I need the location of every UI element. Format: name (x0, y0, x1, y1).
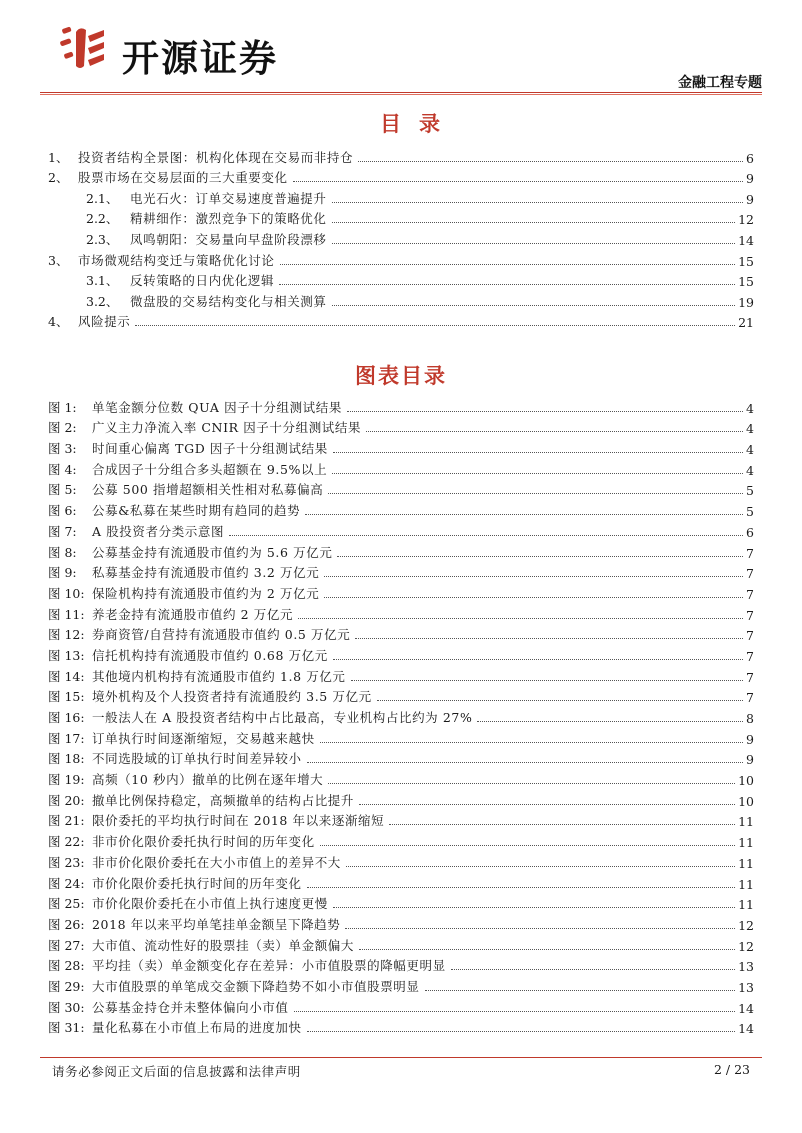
dot-leader (332, 304, 736, 306)
figure-entry-number: 图 16: (48, 710, 85, 725)
dot-leader (358, 160, 743, 162)
figure-entry-text: 市价化限价委托在小市值上执行速度更慢 (92, 896, 328, 912)
figure-entry[interactable] (48, 767, 754, 788)
toc-entry-number: 2、 (48, 170, 69, 186)
figure-entry-page: 11 (738, 814, 754, 830)
figure-entry-page: 8 (746, 711, 754, 726)
toc-entry-text: 投资者结构全景图：机构化体现在交易而非持仓 (78, 149, 354, 165)
figure-entry-number: 图 8: (48, 544, 77, 560)
toc-entry[interactable] (48, 269, 754, 290)
figure-entry[interactable] (48, 1016, 754, 1037)
toc-entry-text: 电光石火：订单交易速度普遍提升 (130, 190, 327, 206)
figure-entry-page: 7 (746, 545, 754, 561)
figure-entry-page: 11 (738, 876, 754, 892)
figure-entry-text: 市价化限价委托执行时间的历年变化 (92, 875, 302, 891)
figure-entry[interactable] (48, 643, 754, 664)
dot-leader (307, 1030, 735, 1032)
figure-entry-number: 图 31: (48, 1020, 85, 1036)
dot-leader (377, 699, 743, 701)
dot-leader (333, 451, 743, 453)
toc-entry-number: 3.2、 (86, 293, 119, 309)
dot-leader (359, 803, 735, 805)
figure-entry-text: 大市值、流动性好的股票挂（卖）单金额偏大 (92, 937, 355, 953)
toc-entry-page: 15 (738, 274, 754, 290)
figure-entry-page: 9 (746, 731, 754, 747)
figure-entry[interactable] (48, 436, 754, 457)
figure-entry[interactable] (48, 829, 754, 850)
figure-entry-page: 12 (738, 938, 754, 954)
figure-entry-page: 7 (746, 669, 754, 685)
figure-entry[interactable] (48, 747, 754, 768)
toc-entry[interactable] (48, 248, 754, 269)
figure-entry-number: 图 4: (48, 461, 77, 477)
figure-entry-number: 图 20: (48, 792, 85, 808)
figure-entry[interactable] (48, 561, 754, 582)
figure-entry-page: 9 (746, 752, 754, 768)
toc-entry[interactable] (48, 310, 754, 331)
dot-leader (451, 968, 735, 970)
figure-entry[interactable] (48, 602, 754, 623)
figure-entry[interactable] (48, 416, 754, 437)
dot-leader (320, 844, 735, 846)
figure-entry-number: 图 11: (48, 606, 85, 622)
dot-leader (337, 555, 743, 557)
toc-entry-number: 2.2、 (86, 211, 119, 227)
toc-entry[interactable] (48, 289, 754, 310)
toc-entry-text: 风险提示 (78, 314, 131, 330)
toc-title: 目录 (380, 112, 458, 136)
figure-entry[interactable] (48, 395, 754, 416)
figure-entry-page: 10 (738, 773, 754, 789)
toc-entry-number: 1、 (48, 149, 69, 165)
dot-leader (279, 283, 735, 285)
dot-leader (328, 492, 743, 494)
figure-entry-number: 图 22: (48, 834, 85, 850)
toc-entry-page: 6 (746, 150, 754, 166)
dot-leader (333, 906, 735, 908)
toc-list (48, 145, 754, 330)
figure-entry-number: 图 17: (48, 730, 85, 746)
dot-leader (355, 637, 743, 639)
figure-entry[interactable] (48, 664, 754, 685)
figure-entry-page: 7 (746, 690, 754, 706)
toc-entry-text: 凤鸣朝阳：交易量向早盘阶段漂移 (130, 231, 327, 247)
figure-entry-text: 一般法人在 A 股投资者结构中占比最高，专业机构占比约为 27% (92, 710, 473, 725)
dot-leader (305, 513, 743, 515)
figure-entry-page: 11 (738, 835, 754, 851)
figure-entry-number: 图 1: (48, 399, 77, 415)
dot-leader (359, 948, 735, 950)
figure-entry-page: 10 (738, 793, 754, 809)
figure-list (48, 395, 754, 1036)
figure-entry[interactable] (48, 933, 754, 954)
toc-entry-number: 2.1、 (86, 190, 119, 206)
toc-entry-page: 9 (746, 191, 754, 207)
toc-entry-page: 14 (738, 232, 754, 248)
dot-leader (389, 823, 735, 825)
figure-entry-text: 合成因子十分组合多头超额在 9.5%以上 (92, 461, 328, 477)
figure-entry[interactable] (48, 912, 754, 933)
figure-entry-page: 13 (738, 979, 754, 995)
figure-entry-page: 5 (746, 504, 754, 520)
toc-entry-number: 3.1、 (86, 273, 119, 289)
figure-entry[interactable] (48, 705, 754, 726)
figure-entry[interactable] (48, 850, 754, 871)
dot-leader (346, 865, 735, 867)
header-divider (40, 92, 762, 93)
figure-entry-page: 11 (738, 855, 754, 871)
dot-leader (324, 575, 743, 577)
dot-leader (328, 782, 735, 784)
dot-leader (332, 221, 736, 223)
figure-entry-text: 单笔金额分位数 QUA 因子十分组测试结果 (92, 399, 342, 415)
figure-entry-number: 图 18: (48, 751, 85, 767)
figure-entry-page: 5 (746, 483, 754, 499)
figure-entry-number: 图 30: (48, 999, 85, 1015)
dot-leader (280, 263, 736, 265)
dot-leader (332, 242, 736, 244)
toc-entry[interactable] (48, 186, 754, 207)
dot-leader (294, 1010, 736, 1012)
figure-entry-text: 时间重心偏离 TGD 因子十分组测试结果 (92, 441, 328, 457)
figure-entry-text: 养老金持有流通股市值约 2 万亿元 (92, 606, 294, 622)
toc-entry[interactable] (48, 145, 754, 166)
toc-entry-text: 市场微观结构变迁与策略优化讨论 (78, 252, 275, 268)
figure-entry-text: 大市值股票的单笔成交金额下降趋势不如小市值股票明显 (92, 978, 420, 994)
page-indicator: 2 / 23 (713, 1062, 750, 1077)
figure-entry-page: 14 (738, 1000, 754, 1016)
dot-leader (307, 886, 735, 888)
figure-entry-text: 不同选股域的订单执行时间差异较小 (92, 751, 302, 767)
dot-leader (320, 741, 743, 743)
figure-entry-text: 非市价化限价委托执行时间的历年变化 (92, 834, 315, 850)
toc-entry-text: 微盘股的交易结构变化与相关测算 (130, 293, 327, 309)
figure-entry[interactable] (48, 498, 754, 519)
toc-entry-number: 4、 (48, 314, 69, 330)
figure-entry-text: 2018 年以来平均单笔挂单金额呈下降趋势 (92, 916, 341, 932)
figure-entry-text: 广义主力净流入率 CNIR 因子十分组测试结果 (92, 420, 362, 436)
figure-entry-number: 图 28: (48, 958, 85, 974)
figure-entry[interactable] (48, 974, 754, 995)
figure-entry-number: 图 19: (48, 772, 85, 788)
dot-leader (332, 201, 744, 203)
figure-entry[interactable] (48, 809, 754, 830)
toc-entry-text: 精耕细作：激烈竞争下的策略优化 (130, 211, 327, 227)
dot-leader (324, 596, 743, 598)
figure-entry[interactable] (48, 995, 754, 1016)
toc-entry-text: 反转策略的日内优化逻辑 (130, 273, 275, 289)
toc-entry[interactable] (48, 166, 754, 187)
report-type: 金融工程专题 (678, 75, 762, 91)
figure-entry[interactable] (48, 726, 754, 747)
dot-leader (366, 430, 743, 432)
figure-entry-page: 7 (746, 566, 754, 582)
figure-entry-page: 11 (738, 897, 754, 913)
figure-entry-page: 4 (746, 421, 754, 437)
figure-entry[interactable] (48, 954, 754, 975)
figure-entry-text: 订单执行时间逐渐缩短，交易越来越快 (92, 730, 315, 746)
figure-entry-text: 平均挂（卖）单金额变化存在差异：小市值股票的降幅更明显 (92, 958, 446, 974)
figure-entry-page: 13 (738, 959, 754, 975)
figure-entry-number: 图 23: (48, 854, 85, 870)
toc-entry-text: 股票市场在交易层面的三大重要变化 (78, 170, 288, 186)
figure-entry-number: 图 29: (48, 978, 85, 994)
toc-entry-page: 15 (738, 253, 754, 269)
figure-entry-page: 7 (746, 628, 754, 644)
figure-entry-text: 私募基金持有流通股市值约 3.2 万亿元 (92, 565, 320, 581)
footer-divider (40, 1057, 762, 1058)
page-header (40, 14, 762, 94)
figure-entry-text: 撤单比例保持稳定，高频撤单的结构占比提升 (92, 792, 355, 808)
figure-entry-text: 量化私募在小市值上布局的进度加快 (92, 1020, 302, 1036)
dot-leader (345, 927, 735, 929)
toc-entry-page: 12 (738, 212, 754, 228)
figure-entry-text: 限价委托的平均执行时间在 2018 年以来逐渐缩短 (92, 813, 385, 829)
figure-entry-number: 图 7: (48, 523, 77, 539)
figure-entry-number: 图 9: (48, 565, 77, 581)
kaiyuan-logo-icon (58, 22, 108, 74)
dot-leader (333, 658, 743, 660)
figure-entry-text: 信托机构持有流通股市值约 0.68 万亿元 (92, 647, 328, 663)
figure-entry-text: 非市价化限价委托在大小市值上的差异不大 (92, 854, 341, 870)
toc-entry-page: 19 (738, 294, 754, 310)
figure-entry-page: 12 (738, 917, 754, 933)
figure-entry-number: 图 3: (48, 441, 77, 457)
figure-entry-text: 公募 500 指增超额相关性相对私募偏高 (92, 482, 324, 498)
brand-name: 开源证券 (122, 37, 278, 80)
figure-entry-text: A 股投资者分类示意图 (92, 523, 225, 539)
figure-entry-number: 图 26: (48, 916, 85, 932)
figure-entry[interactable] (48, 519, 754, 540)
figure-entry-page: 7 (746, 648, 754, 664)
dot-leader (351, 679, 744, 681)
figure-entry[interactable] (48, 478, 754, 499)
figure-entry-text: 境外机构及个人投资者持有流通股约 3.5 万亿元 (92, 689, 372, 705)
figure-entry-page: 6 (746, 524, 754, 540)
figure-entry-number: 图 27: (48, 937, 85, 953)
dot-leader (307, 761, 743, 763)
dot-leader (135, 324, 735, 326)
toc-entry[interactable] (48, 227, 754, 248)
dot-leader (477, 720, 743, 722)
figure-entry-number: 图 12: (48, 627, 85, 643)
figure-entry-page: 14 (738, 1021, 754, 1037)
figure-list-title: 图表目录 (355, 364, 447, 388)
figure-entry[interactable] (48, 788, 754, 809)
toc-entry-number: 3、 (48, 252, 69, 268)
figure-entry-page: 4 (746, 442, 754, 458)
figure-entry[interactable] (48, 623, 754, 644)
header-divider-secondary (40, 94, 762, 95)
dot-leader (298, 617, 743, 619)
toc-entry-page: 9 (746, 171, 754, 187)
figure-entry[interactable] (48, 581, 754, 602)
figure-entry-number: 图 2: (48, 420, 77, 436)
figure-entry-text: 公募&私募在某些时期有趋同的趋势 (92, 503, 301, 519)
toc-entry[interactable] (48, 207, 754, 228)
figure-entry[interactable] (48, 871, 754, 892)
figure-entry-number: 图 24: (48, 875, 85, 891)
figure-entry-text: 保险机构持有流通股市值约为 2 万亿元 (92, 585, 320, 601)
footer-disclaimer: 请务必参阅正文后面的信息披露和法律声明 (52, 1064, 301, 1079)
toc-entry-page: 21 (738, 315, 754, 331)
figure-entry-text: 券商资管/自营持有流通股市值约 0.5 万亿元 (92, 627, 351, 643)
figure-entry-number: 图 25: (48, 896, 85, 912)
figure-entry-number: 图 21: (48, 813, 85, 829)
figure-entry-page: 4 (746, 462, 754, 478)
toc-entry-number: 2.3、 (86, 231, 119, 247)
figure-entry[interactable] (48, 540, 754, 561)
figure-entry-number: 图 10: (48, 585, 85, 601)
figure-entry-number: 图 15: (48, 689, 85, 705)
figure-entry-number: 图 6: (48, 503, 77, 519)
figure-entry-text: 公募基金持仓并未整体偏向小市值 (92, 999, 289, 1015)
dot-leader (293, 180, 743, 182)
figure-entry-text: 高频（10 秒内）撤单的比例在逐年增大 (92, 772, 324, 788)
dot-leader (332, 472, 743, 474)
figure-entry-number: 图 5: (48, 482, 77, 498)
figure-entry[interactable] (48, 685, 754, 706)
figure-entry-number: 图 13: (48, 647, 85, 663)
figure-entry-text: 其他境内机构持有流通股市值约 1.8 万亿元 (92, 668, 346, 684)
dot-leader (229, 534, 743, 536)
figure-entry-page: 7 (746, 607, 754, 623)
figure-entry[interactable] (48, 892, 754, 913)
figure-entry-page: 7 (746, 586, 754, 602)
figure-entry-number: 图 14: (48, 668, 85, 684)
figure-entry[interactable] (48, 457, 754, 478)
figure-entry-text: 公募基金持有流通股市值约为 5.6 万亿元 (92, 544, 333, 560)
figure-entry-page: 4 (746, 400, 754, 416)
dot-leader (347, 410, 743, 412)
dot-leader (425, 989, 736, 991)
